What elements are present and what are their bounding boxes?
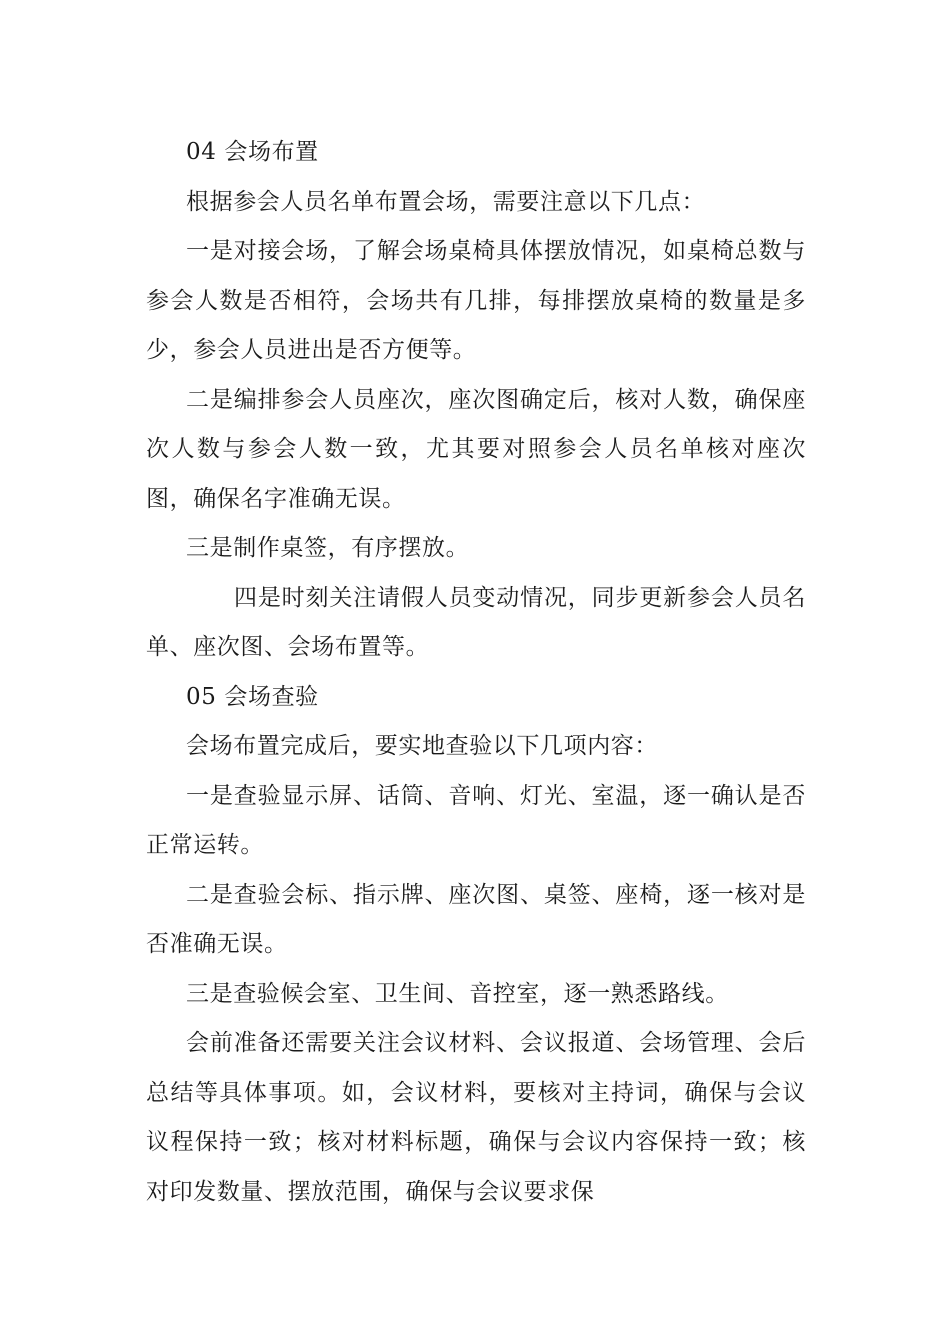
section-heading-05: 05 会场查验 [186, 683, 319, 710]
paragraph-layout-point-4: 四是时刻关注请假人员变动情况，同步更新参会人员名单、座次图、会场布置等。 [146, 584, 806, 660]
paragraph-intro-inspection: 会场布置完成后，要实地查验以下几项内容： [186, 733, 658, 759]
paragraph-inspection-point-2: 二是查验会标、指示牌、座次图、桌签、座椅，逐一核对是否准确无误。 [146, 881, 806, 957]
paragraph-layout-point-2: 二是编排参会人员座次，座次图确定后，核对人数，确保座次人数与参会人数一致，尤其要对照参会人员名单核对座次图，确保名字准确无误。 [146, 386, 806, 512]
paragraph-summary: 会前准备还需要关注会议材料、会议报道、会场管理、会后总结等具体事项。如，会议材料，要核对主持词，确保与会议议程保持一致；核对材料标题，确保与会议内容保持一致；核对印发数量、摆放范围，确保与会议要求保 [146, 1030, 806, 1205]
paragraph-layout-point-1: 一是对接会场，了解会场桌椅具体摆放情况，如桌椅总数与参会人数是否相符，会场共有几排，每排摆放桌椅的数量是多少，参会人员进出是否方便等。 [146, 238, 806, 363]
paragraph-intro-layout: 根据参会人员名单布置会场，需要注意以下几点： [186, 188, 706, 215]
paragraph-inspection-point-3: 三是查验候会室、卫生间、音控室，逐一熟悉路线。 [186, 980, 729, 1007]
document-body [146, 128, 806, 1217]
paragraph-inspection-point-1: 一是查验显示屏、话筒、音响、灯光、室温，逐一确认是否正常运转。 [146, 782, 806, 858]
section-heading-04: 04 会场布置 [186, 139, 319, 165]
paragraph-layout-point-3: 三是制作桌签，有序摆放。 [186, 535, 470, 561]
